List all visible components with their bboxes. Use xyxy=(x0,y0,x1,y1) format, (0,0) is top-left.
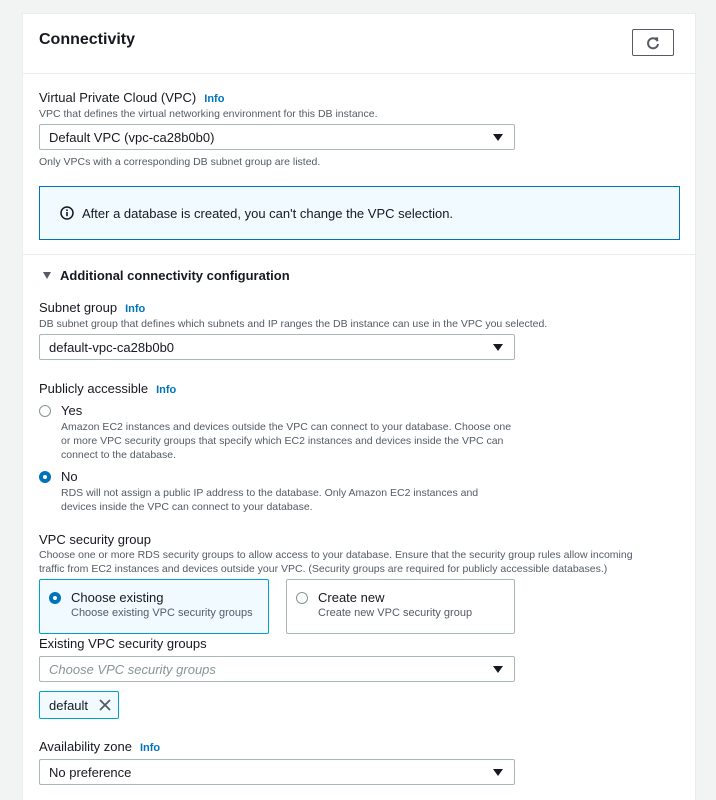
section-divider xyxy=(23,254,695,255)
security-description xyxy=(39,548,633,576)
public-no-radio[interactable] xyxy=(39,471,51,483)
caret-down-icon xyxy=(493,666,503,673)
az-field-label xyxy=(39,738,160,756)
description-line: traffic from EC2 instances and devices outside your VPC. (Security groups are required for publicly accessible databases.) xyxy=(39,563,608,575)
create-new-title: Create new xyxy=(318,590,385,605)
refresh-button[interactable] xyxy=(632,29,674,56)
public-info-link[interactable]: Info xyxy=(156,384,177,396)
vpc-select-value: Default VPC (vpc-ca28b0b0) xyxy=(49,129,215,145)
description-line: connect to the database. xyxy=(61,449,177,461)
close-icon[interactable] xyxy=(98,698,112,712)
vpc-label: Virtual Private Cloud (VPC) xyxy=(39,90,197,105)
additional-config-label: Additional connectivity configuration xyxy=(60,268,290,283)
public-label: Publicly accessible xyxy=(39,381,149,396)
public-yes-description xyxy=(61,420,511,462)
subnet-description: DB subnet group that defines which subnets and IP ranges the DB instance can use in the VPC you selected. xyxy=(39,318,548,330)
choose-existing-title: Choose existing xyxy=(71,590,164,605)
choose-existing-subtitle: Choose existing VPC security groups xyxy=(71,607,253,619)
description-line: Amazon EC2 instances and devices outside the VPC can connect to your database. Choose one xyxy=(61,421,512,433)
security-label: VPC security group xyxy=(39,532,151,547)
public-field-label xyxy=(39,380,176,398)
create-new-radio[interactable] xyxy=(296,592,308,604)
vpc-info-alert xyxy=(39,186,680,240)
vpc-info-link[interactable]: Info xyxy=(204,93,225,105)
create-new-subtitle: Create new VPC security group xyxy=(318,607,473,619)
az-select[interactable] xyxy=(39,759,515,785)
security-group-token xyxy=(39,691,119,719)
caret-down-icon xyxy=(493,344,503,351)
refresh-icon xyxy=(645,35,661,51)
panel-title: Connectivity xyxy=(39,31,136,48)
choose-existing-tile[interactable] xyxy=(39,579,269,634)
subnet-select-value: default-vpc-ca28b0b0 xyxy=(49,339,175,355)
caret-down-icon xyxy=(493,769,503,776)
alert-text: After a database is created, you can't change the VPC selection. xyxy=(82,205,454,221)
info-circle-icon xyxy=(60,206,74,220)
az-label: Availability zone xyxy=(39,739,132,754)
connectivity-panel xyxy=(22,13,696,800)
choose-existing-radio[interactable] xyxy=(49,592,61,604)
vpc-description: VPC that defines the virtual networking environment for this DB instance. xyxy=(39,108,378,120)
az-info-link[interactable]: Info xyxy=(139,742,161,754)
create-new-tile[interactable] xyxy=(286,579,515,634)
public-no-label[interactable]: No xyxy=(61,469,78,484)
panel-header xyxy=(23,14,695,74)
description-line: RDS will not assign a public IP address to the database. Only Amazon EC2 instances and xyxy=(61,487,479,499)
description-line: or more VPC security groups that specify which EC2 instances and devices inside the VPC can xyxy=(61,435,504,447)
existing-security-groups-select[interactable] xyxy=(39,656,515,682)
public-no-description xyxy=(61,486,478,514)
public-yes-radio[interactable] xyxy=(39,405,51,417)
subnet-label: Subnet group xyxy=(39,300,118,315)
description-line: Choose one or more RDS security groups to allow access to your database. Ensure that the security group rules allow incoming xyxy=(39,549,633,561)
caret-down-icon xyxy=(43,272,51,279)
az-select-value: No preference xyxy=(49,764,132,780)
subnet-select[interactable] xyxy=(39,334,515,360)
public-yes-label[interactable]: Yes xyxy=(61,403,83,418)
vpc-select[interactable] xyxy=(39,124,515,150)
subnet-info-link[interactable]: Info xyxy=(125,303,146,315)
caret-down-icon xyxy=(493,134,503,141)
vpc-hint: Only VPCs with a corresponding DB subnet group are listed. xyxy=(39,156,321,168)
additional-config-toggle[interactable] xyxy=(43,268,290,283)
token-label: default xyxy=(49,697,89,713)
existing-label: Existing VPC security groups xyxy=(39,636,207,651)
vpc-field-label xyxy=(39,89,224,107)
existing-select-placeholder: Choose VPC security groups xyxy=(49,661,216,677)
description-line: devices inside the VPC can connect to your database. xyxy=(61,501,313,513)
subnet-field-label xyxy=(39,299,145,317)
